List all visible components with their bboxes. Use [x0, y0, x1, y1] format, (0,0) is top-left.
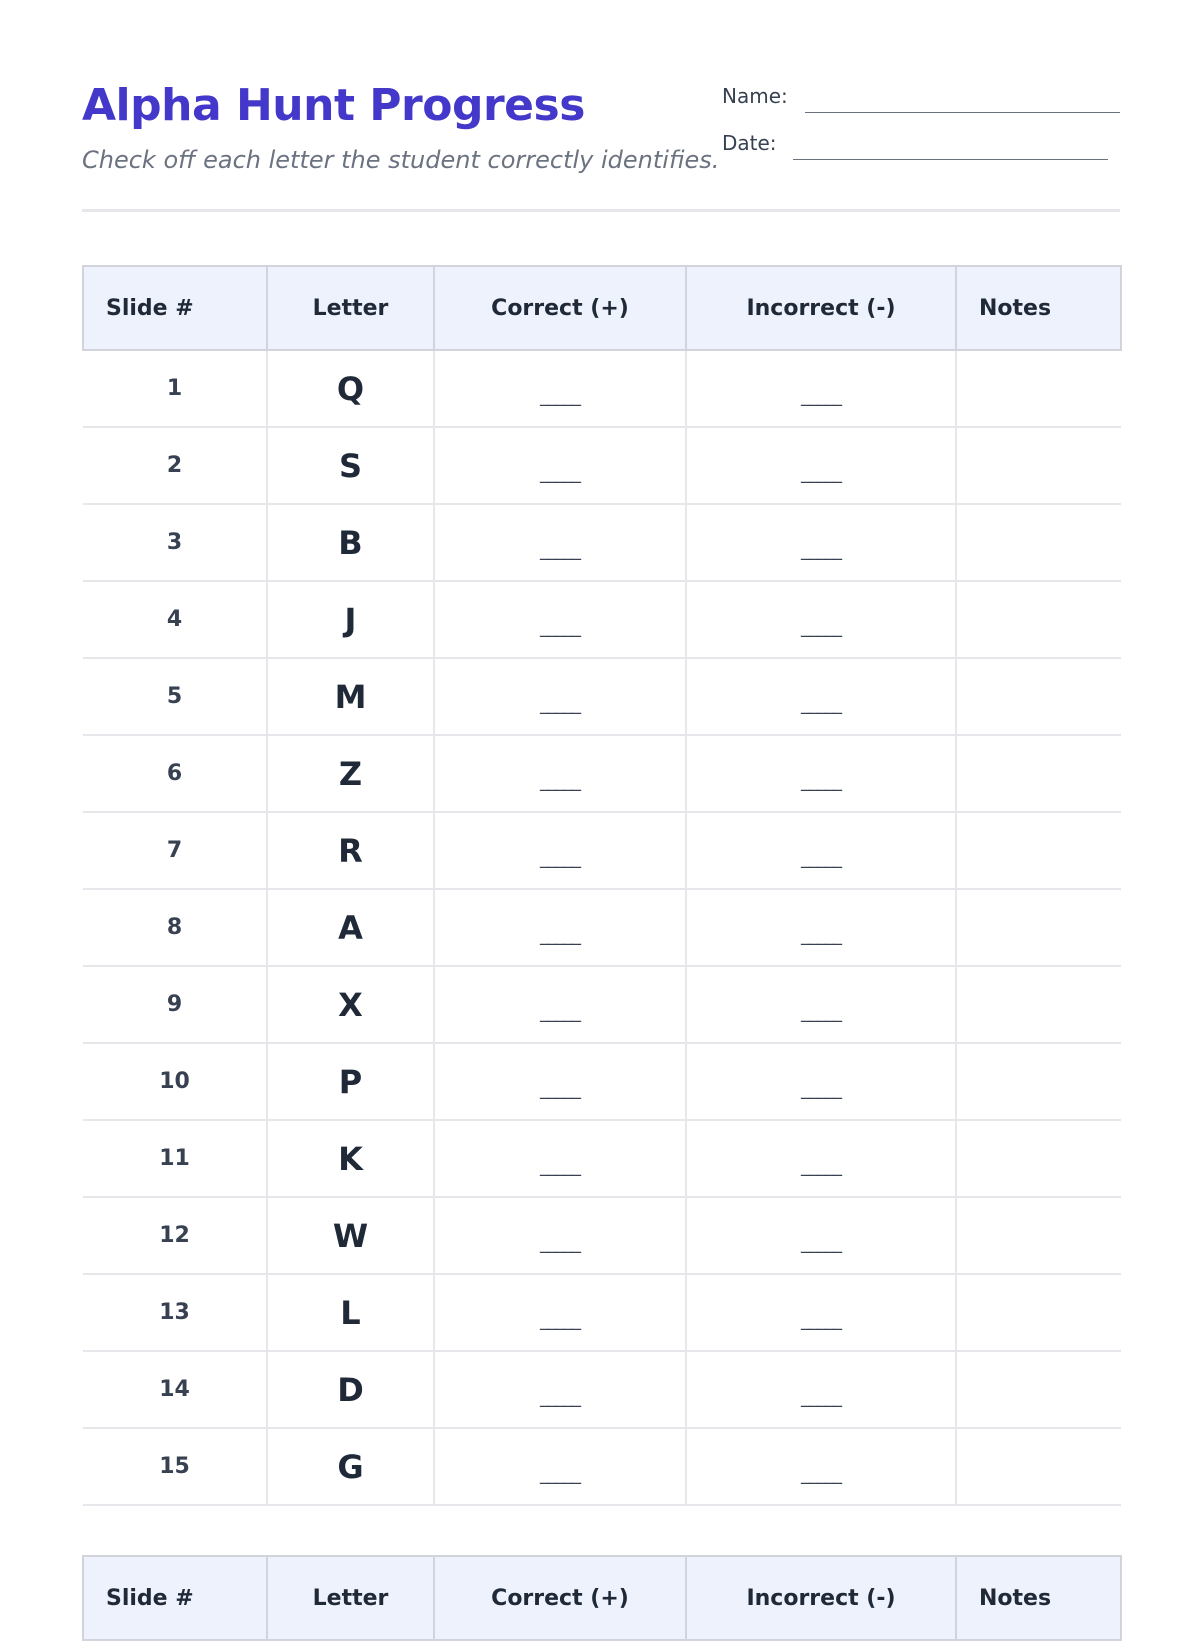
table-row	[83, 350, 1121, 427]
correct-blank: _____	[540, 771, 580, 792]
slide-number-cell: 3	[83, 504, 267, 581]
letter-cell: X	[267, 966, 434, 1043]
slide-number-cell: 10	[83, 1043, 267, 1120]
incorrect-blank: _____	[801, 617, 841, 638]
column-header-incorrect: Incorrect (-)	[686, 266, 956, 350]
incorrect-cell[interactable]	[686, 1351, 956, 1428]
incorrect-blank: _____	[801, 1156, 841, 1177]
incorrect-cell[interactable]	[686, 1120, 956, 1197]
letter-cell: J	[267, 581, 434, 658]
letter-cell: Z	[267, 735, 434, 812]
incorrect-blank: _____	[801, 1310, 841, 1331]
incorrect-cell[interactable]	[686, 427, 956, 504]
incorrect-blank: _____	[801, 694, 841, 715]
notes-cell[interactable]	[956, 1197, 1121, 1274]
correct-cell[interactable]	[434, 658, 686, 735]
letter-cell: S	[267, 427, 434, 504]
notes-cell[interactable]	[956, 427, 1121, 504]
slide-number-cell: 13	[83, 1274, 267, 1351]
incorrect-blank: _____	[801, 386, 841, 407]
incorrect-blank: _____	[801, 848, 841, 869]
notes-cell[interactable]	[956, 812, 1121, 889]
incorrect-cell[interactable]	[686, 735, 956, 812]
table-row	[83, 966, 1121, 1043]
date-field[interactable]	[793, 159, 1108, 160]
notes-cell[interactable]	[956, 1428, 1121, 1505]
correct-blank: _____	[540, 1079, 580, 1100]
letter-cell: B	[267, 504, 434, 581]
incorrect-blank: _____	[801, 540, 841, 561]
table-row	[83, 427, 1121, 504]
incorrect-cell[interactable]	[686, 1197, 956, 1274]
table-row	[83, 581, 1121, 658]
column-header-incorrect: Incorrect (-)	[686, 1556, 956, 1640]
table-row	[83, 735, 1121, 812]
name-label: Name:	[722, 84, 788, 108]
correct-cell[interactable]	[434, 350, 686, 427]
slide-number-cell: 9	[83, 966, 267, 1043]
letter-cell: W	[267, 1197, 434, 1274]
slide-number-cell: 4	[83, 581, 267, 658]
correct-cell[interactable]	[434, 966, 686, 1043]
incorrect-blank: _____	[801, 1002, 841, 1023]
table-row	[83, 1043, 1121, 1120]
incorrect-cell[interactable]	[686, 1043, 956, 1120]
notes-cell[interactable]	[956, 966, 1121, 1043]
table-row	[83, 504, 1121, 581]
column-header-letter: Letter	[267, 266, 434, 350]
correct-cell[interactable]	[434, 889, 686, 966]
notes-cell[interactable]	[956, 1120, 1121, 1197]
notes-cell[interactable]	[956, 658, 1121, 735]
slide-number-cell: 1	[83, 350, 267, 427]
page-title: Alpha Hunt Progress	[82, 80, 585, 131]
table-header-row	[83, 266, 1121, 350]
correct-cell[interactable]	[434, 1351, 686, 1428]
column-header-correct: Correct (+)	[434, 1556, 686, 1640]
incorrect-blank: _____	[801, 463, 841, 484]
notes-cell[interactable]	[956, 1274, 1121, 1351]
slide-number-cell: 2	[83, 427, 267, 504]
slide-number-cell: 7	[83, 812, 267, 889]
notes-cell[interactable]	[956, 889, 1121, 966]
notes-cell[interactable]	[956, 1043, 1121, 1120]
incorrect-blank: _____	[801, 1233, 841, 1254]
correct-blank: _____	[540, 848, 580, 869]
correct-cell[interactable]	[434, 1043, 686, 1120]
incorrect-cell[interactable]	[686, 889, 956, 966]
correct-cell[interactable]	[434, 1120, 686, 1197]
table-row	[83, 658, 1121, 735]
letter-cell: K	[267, 1120, 434, 1197]
correct-blank: _____	[540, 1387, 580, 1408]
slide-number-cell: 12	[83, 1197, 267, 1274]
table-row	[83, 1351, 1121, 1428]
table-row	[83, 1120, 1121, 1197]
slide-number-cell: 11	[83, 1120, 267, 1197]
letter-cell: M	[267, 658, 434, 735]
correct-cell[interactable]	[434, 504, 686, 581]
correct-cell[interactable]	[434, 581, 686, 658]
progress-table-continued	[82, 1555, 1122, 1641]
correct-blank: _____	[540, 1233, 580, 1254]
incorrect-cell[interactable]	[686, 504, 956, 581]
letter-cell: A	[267, 889, 434, 966]
incorrect-cell[interactable]	[686, 350, 956, 427]
slide-number-cell: 15	[83, 1428, 267, 1505]
table-row	[83, 1274, 1121, 1351]
correct-blank: _____	[540, 1310, 580, 1331]
incorrect-cell[interactable]	[686, 1428, 956, 1505]
incorrect-cell[interactable]	[686, 812, 956, 889]
slide-number-cell: 8	[83, 889, 267, 966]
incorrect-blank: _____	[801, 1387, 841, 1408]
letter-cell: D	[267, 1351, 434, 1428]
correct-cell[interactable]	[434, 812, 686, 889]
name-field[interactable]	[805, 112, 1120, 113]
correct-blank: _____	[540, 1464, 580, 1485]
correct-cell[interactable]	[434, 1197, 686, 1274]
table-row	[83, 812, 1121, 889]
letter-cell: L	[267, 1274, 434, 1351]
correct-cell[interactable]	[434, 1274, 686, 1351]
letter-cell: Q	[267, 350, 434, 427]
table-row	[83, 889, 1121, 966]
slide-number-cell: 6	[83, 735, 267, 812]
letter-cell: R	[267, 812, 434, 889]
incorrect-blank: _____	[801, 771, 841, 792]
progress-table	[82, 265, 1122, 1506]
incorrect-blank: _____	[801, 1079, 841, 1100]
notes-cell[interactable]	[956, 735, 1121, 812]
column-header-notes: Notes	[956, 266, 1121, 350]
incorrect-cell[interactable]	[686, 966, 956, 1043]
incorrect-blank: _____	[801, 925, 841, 946]
table-header-row	[83, 1556, 1121, 1640]
header-divider	[82, 209, 1120, 212]
correct-blank: _____	[540, 463, 580, 484]
notes-cell[interactable]	[956, 504, 1121, 581]
date-label: Date:	[722, 131, 777, 155]
correct-blank: _____	[540, 694, 580, 715]
correct-cell[interactable]	[434, 427, 686, 504]
correct-blank: _____	[540, 1156, 580, 1177]
letter-cell: P	[267, 1043, 434, 1120]
correct-blank: _____	[540, 925, 580, 946]
notes-cell[interactable]	[956, 350, 1121, 427]
notes-cell[interactable]	[956, 1351, 1121, 1428]
column-header-notes: Notes	[956, 1556, 1121, 1640]
slide-number-cell: 5	[83, 658, 267, 735]
column-header-slide: Slide #	[83, 1556, 267, 1640]
incorrect-cell[interactable]	[686, 658, 956, 735]
page-subtitle: Check off each letter the student correctly identifies.	[82, 146, 720, 174]
correct-cell[interactable]	[434, 1428, 686, 1505]
correct-blank: _____	[540, 386, 580, 407]
column-header-slide: Slide #	[83, 266, 267, 350]
notes-cell[interactable]	[956, 581, 1121, 658]
correct-blank: _____	[540, 617, 580, 638]
incorrect-cell[interactable]	[686, 1274, 956, 1351]
table-row	[83, 1197, 1121, 1274]
slide-number-cell: 14	[83, 1351, 267, 1428]
incorrect-cell[interactable]	[686, 581, 956, 658]
incorrect-blank: _____	[801, 1464, 841, 1485]
correct-blank: _____	[540, 1002, 580, 1023]
letter-cell: G	[267, 1428, 434, 1505]
column-header-letter: Letter	[267, 1556, 434, 1640]
column-header-correct: Correct (+)	[434, 266, 686, 350]
correct-blank: _____	[540, 540, 580, 561]
correct-cell[interactable]	[434, 735, 686, 812]
table-row	[83, 1428, 1121, 1505]
